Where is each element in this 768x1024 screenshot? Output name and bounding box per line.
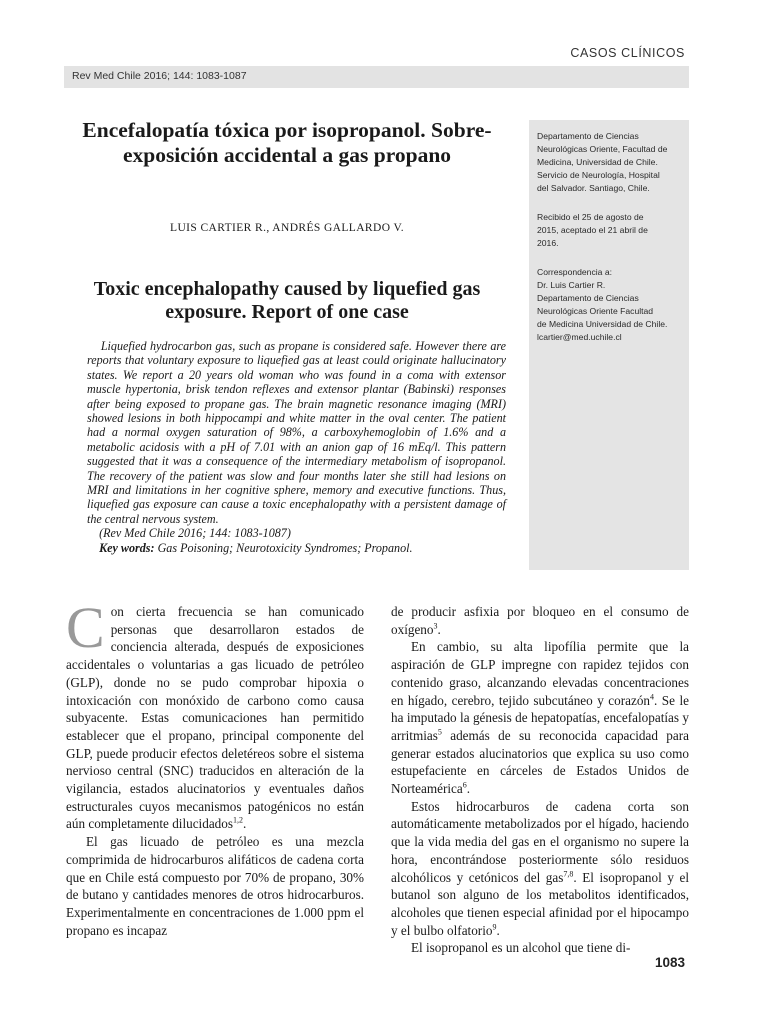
received-dates: Recibido el 25 de agosto de 2015, aceptado el 21 abril de 2016. bbox=[537, 212, 648, 248]
body-paragraph: El gas licuado de petróleo es una mezcla comprimida de hidrocarburos alifáticos de cadena corta que en Chile está compuesto por 70% de propano, 30% de butano y cantidades menores de otros hidrocarburos. Experimentalmente en concentraciones de 1.000 ppm el propano es incapaz bbox=[66, 834, 364, 938]
authors: LUIS CARTIER R., ANDRÉS GALLARDO V. bbox=[170, 222, 404, 234]
english-title: Toxic encephalopathy caused by liquefied gas exposure. Report of one case bbox=[93, 278, 481, 323]
body-paragraph: Con cierta frecuencia se han comunicado personas que desarrollaron estados de conciencia alterada, después de exposiciones accidentales o voluntarias a gas licuado de petróleo (GLP), donde no se pudo comprobar hipoxia o intoxicación con monóxido de carbono como causa subyacente. Estas comunicaciones han permitido establecer que el propano, principal componente del GLP, puede producir efectos deletéreos sobre el sistema nervioso central (SNC) traducidos en alteración de la vigilancia, estados alucinatorios y eventuales daños estructurales cuyos mecanismos patogénicos no están aún completamente dilucidados$^{1,2}$. bbox=[66, 595, 364, 832]
keywords-label: Key words: bbox=[99, 540, 155, 555]
body-paragraph: Estos hidrocarburos de cadena corta son automáticamente metabolizados por el hígado, haciendo que la vida media del gas en el organismo no supere la hora, encontrándose posteriormente sólo residuos alcohólicos y cetónicos del gas$^{7,8}$. El isopropanol y el butanol son alguno de los metabolitos identificados, alcoholes que tienen especial afinidad por el hipocampo y el bulbo olfatorio$^9$. bbox=[391, 798, 689, 938]
body-column-right bbox=[391, 603, 689, 957]
keywords bbox=[87, 541, 506, 555]
keywords-value: Gas Poisoning; Neurotoxicity Syndromes; Propanol. bbox=[157, 540, 413, 555]
affiliation-sidebar bbox=[529, 120, 689, 570]
page-number: 1083 bbox=[654, 955, 685, 970]
body-paragraph: El isopropanol es un alcohol que tiene di- bbox=[411, 940, 631, 956]
journal-reference: Rev Med Chile 2016; 144: 1083-1087 bbox=[72, 70, 247, 82]
drop-cap: C bbox=[66, 595, 105, 660]
body-column-left bbox=[66, 595, 364, 939]
affiliation-block: Departamento de Ciencias Neurológicas Oriente, Facultad de Medicina, Universidad de Chile. Servicio de Neurología, Hospital del Salvador. Santiago, Chile. bbox=[537, 131, 668, 193]
correspondence-email: lcartier@med.uchile.cl bbox=[537, 332, 622, 342]
article-title: Encefalopatía tóxica por isopropanol. Sobre-exposición accidental a gas propano bbox=[82, 118, 492, 167]
abstract-citation: (Rev Med Chile 2016; 144: 1083-1087) bbox=[99, 526, 291, 541]
body-paragraph: En cambio, su alta lipofília permite que la aspiración de GLP impregne con rapidez tejidos con contenido graso, alcanzando elevadas concentraciones en hígado, cerebro, tejido subcutáneo y corazón$^4$. Se le ha imputado la génesis de hepatopatías, encefalopatías y arritmias$^5$ además de su reconocida capacidad para generar estados alucinatorios que explica su uso como estupefaciente en cárceles de Estados Unidos de Norteamérica$^6$. bbox=[391, 639, 689, 797]
abstract-text: Liquefied hydrocarbon gas, such as propane is considered safe. However there are reports that voluntary exposure to liquefied gas at least could originate hallucinatory states. We report a 20 years old woman who was found in a coma with extensor muscle hypertonia, brisk tendon reflexes and extensor plantar (Babinski) responses after being exposed to propane gas. The brain magnetic resonance imaging (MRI) showed lesions in both hippocampi and white matter in the oval center. The patient had a normal oxygen saturation of 98%, a carboxyhemoglobin of 1.6% and a metabolic acidosis with a pH of 7.01 with an anion gap of 16 mEq/l. This pattern suggested that it was a consequence of the intermediary metabolism of isopropanol. The recovery of the patient was slow and four months later she still had lesions on MRI and limitations in her cognitive sphere, memory and executive functions. Thus, liquefied gas exposure can cause a toxic encephalopathy with a persistent damage of the central nervous system. bbox=[87, 339, 506, 526]
correspondence-block: Correspondencia a: Dr. Luis Cartier R. Departamento de Ciencias Neurológicas Oriente Facultad de Medicina Universidad de Chile. lcartier@med.uchile.cl bbox=[537, 266, 687, 344]
body-paragraph: de producir asfixia por bloqueo en el consumo de oxígeno$^3$. bbox=[391, 604, 689, 637]
journal-bar bbox=[64, 66, 689, 88]
section-label: CASOS CLÍNICOS bbox=[570, 46, 685, 60]
abstract bbox=[87, 339, 506, 555]
